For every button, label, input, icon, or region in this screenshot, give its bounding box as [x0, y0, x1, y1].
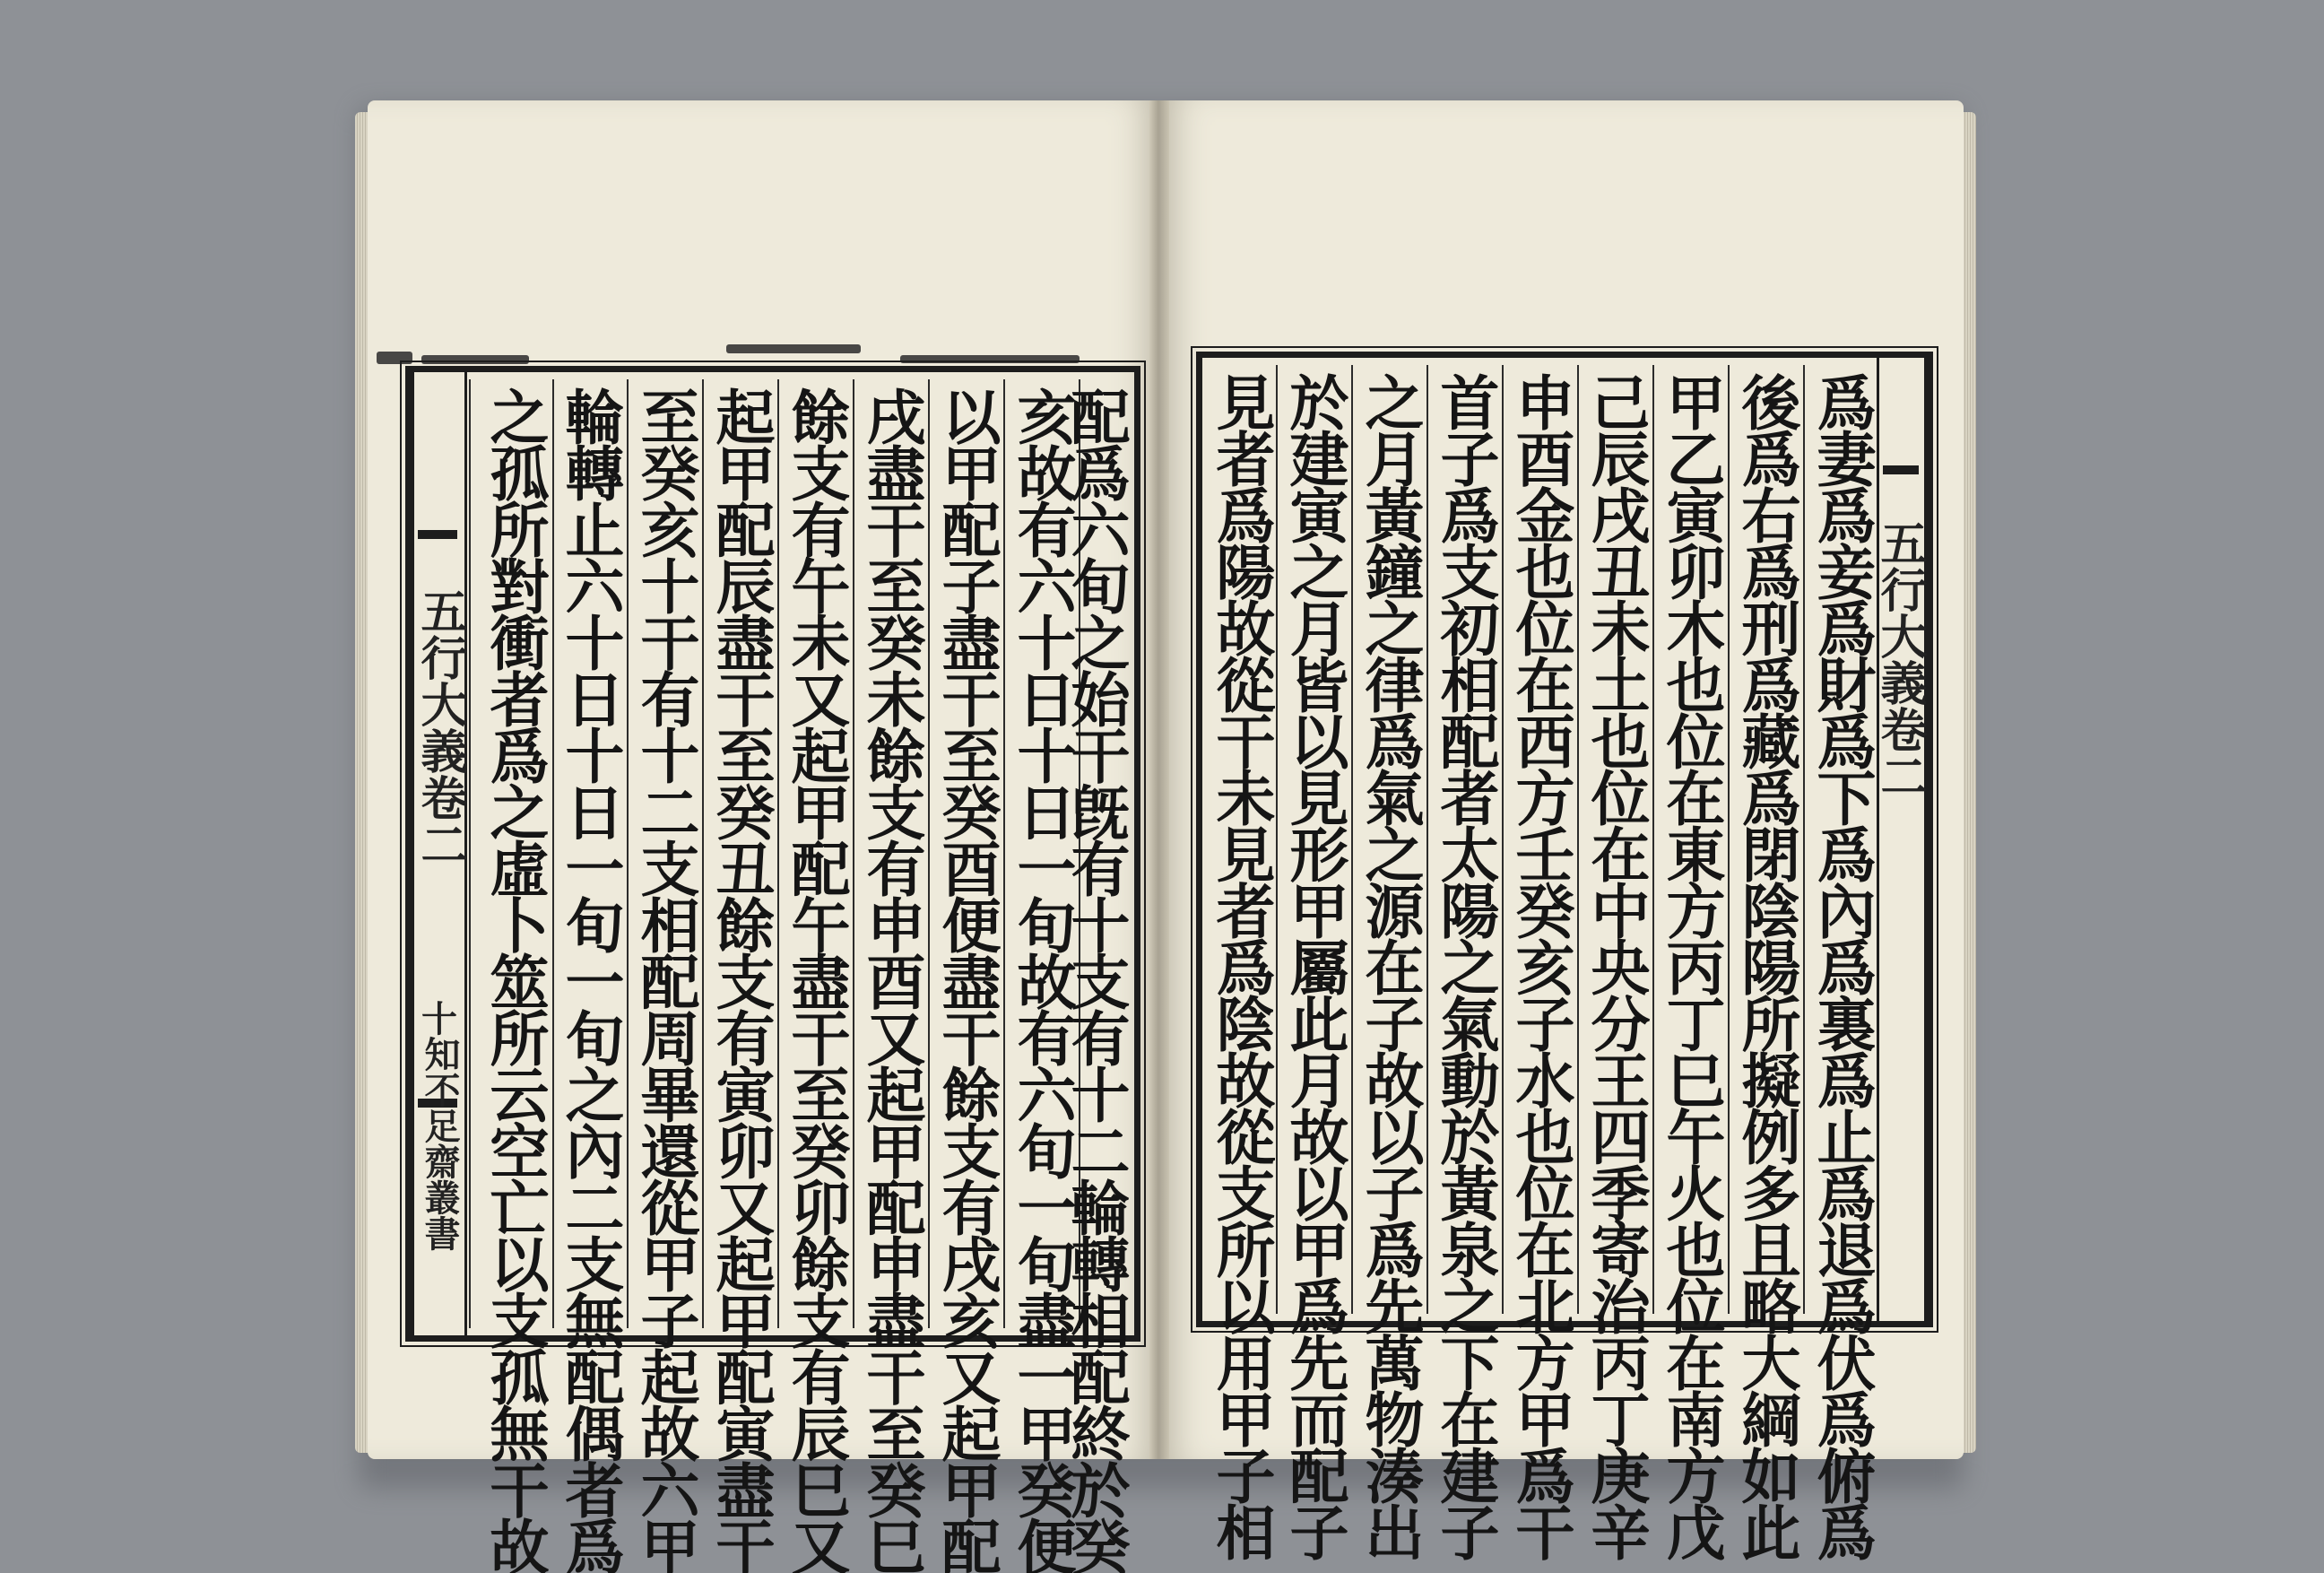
- text-column-9: 之孤所對衝者爲之虛卜筮所云空亡以支孤無干故: [480, 387, 550, 1573]
- column-rule: [1728, 365, 1730, 1314]
- column-rule: [1351, 365, 1353, 1314]
- book-gutter: [1149, 100, 1169, 1459]
- text-column-4: 戌盡干至癸未餘支有申酉又起甲配申盡干至癸巳: [856, 387, 926, 1573]
- ink-smudge: [421, 355, 529, 364]
- banxin-title: 五行大義卷二: [412, 587, 467, 867]
- text-column-5: 餘支有午未又起甲配午盡干至癸卯餘支有辰巳又: [781, 387, 851, 1573]
- column-rule: [1502, 365, 1504, 1314]
- ink-smudge: [377, 352, 412, 364]
- column-rule: [928, 379, 930, 1328]
- ink-smudge: [900, 355, 1080, 363]
- right-banxin: [1872, 358, 1927, 1321]
- text-column-1: 配爲六旬之始干旣有十支有十二輪轉相配終於癸: [1061, 387, 1131, 1573]
- column-rule: [1577, 365, 1579, 1314]
- text-column-2: 亥故有六十日十日一旬故有六旬一旬盡一甲癸便: [1007, 387, 1077, 1573]
- ink-smudge: [726, 344, 861, 353]
- column-rule: [777, 379, 779, 1328]
- text-column-6: 首子爲支初相配者太陽之氣動於黃泉之下在建子: [1430, 372, 1500, 1559]
- column-rule: [627, 379, 629, 1328]
- column-rule: [469, 379, 471, 1328]
- text-column-8: 輪轉止六十日十日一旬一旬之內二支無配偶者爲: [555, 387, 625, 1573]
- folio-number: 十: [421, 998, 457, 1040]
- column-rule: [1652, 365, 1654, 1314]
- text-column-4: 己辰戌丑未土也位在中央分王四季寄治丙丁庚辛: [1581, 372, 1651, 1559]
- column-rule: [1003, 379, 1005, 1328]
- fish-tail-mark: [418, 530, 457, 539]
- column-rule: [1803, 365, 1805, 1314]
- text-column-9: 見者爲陽故從干未見者爲陰故從支所以用甲子相: [1206, 372, 1276, 1559]
- column-rule: [1426, 365, 1428, 1314]
- column-rule: [853, 379, 854, 1328]
- left-text-frame: [405, 366, 1140, 1573]
- right-text-frame: [1196, 352, 1933, 1559]
- text-column-3: 甲乙寅卯木也位在東方丙丁巳午火也位在南方戊: [1656, 372, 1726, 1559]
- text-column-7: 至癸亥十干有十二支相配周畢還從甲子起故六甲: [630, 387, 700, 1573]
- column-rule: [702, 379, 704, 1328]
- column-rule: [552, 379, 554, 1328]
- banxin-title: 五行大義卷二: [1872, 519, 1927, 799]
- left-banxin: [412, 372, 467, 1335]
- text-column-7: 之月黃鐘之律爲氣之源在子故以子爲先萬物湊出: [1355, 372, 1425, 1559]
- column-rule: [1276, 365, 1278, 1314]
- fish-tail-mark: [1883, 465, 1919, 474]
- text-column-1: 爲妻爲妾爲財爲下爲內爲裏爲止爲退爲伏爲俯爲: [1807, 372, 1877, 1559]
- text-column-2: 後爲右爲刑爲藏爲閉陰陽所擬例多且略大綱如此: [1731, 372, 1801, 1559]
- text-column-8: 於建寅之月皆以見形甲屬此月故以甲爲先而配子: [1279, 372, 1349, 1559]
- text-column-3: 以甲配子盡干至癸酉便盡干餘支有戌亥又起甲配: [932, 387, 1002, 1573]
- text-column-5: 申酉金也位在西方壬癸亥子水也位在北方甲爲干: [1505, 372, 1575, 1559]
- text-column-6: 起甲配辰盡干至癸丑餘支有寅卯又起甲配寅盡干: [706, 387, 776, 1573]
- series-imprint: 知不足齋叢書: [419, 1036, 461, 1251]
